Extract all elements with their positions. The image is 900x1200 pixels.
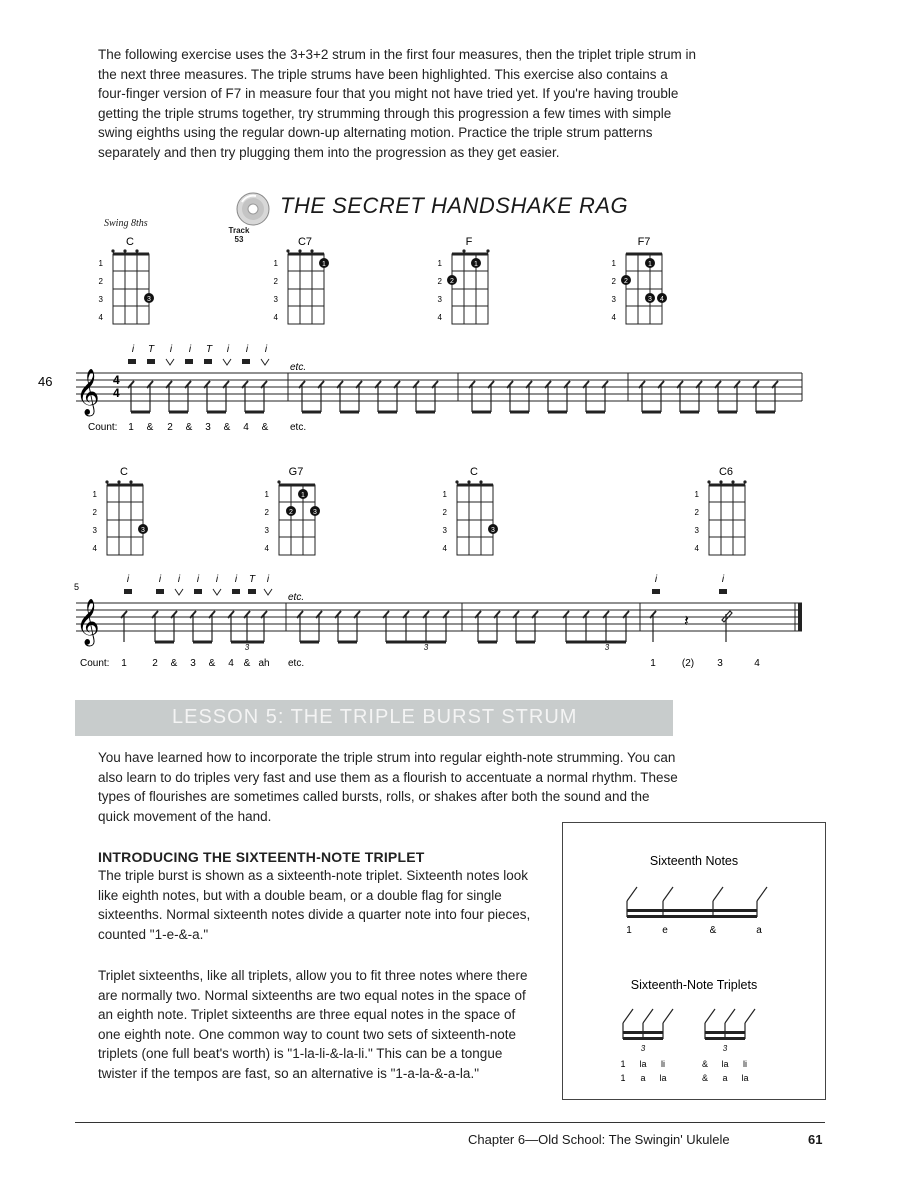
svg-text:a: a [640,1073,646,1083]
svg-text:3: 3 [190,658,196,669]
svg-text:2: 2 [450,278,454,285]
svg-text:4: 4 [264,544,269,553]
svg-text:&: & [185,422,193,433]
svg-text:1: 1 [474,261,478,268]
svg-text:4: 4 [611,313,616,322]
svg-text:Sixteenth Notes: Sixteenth Notes [649,854,739,868]
svg-text:la: la [741,1073,749,1083]
svg-text:1: 1 [301,492,305,499]
svg-text:i: i [264,344,268,355]
svg-text:1: 1 [620,1059,626,1069]
svg-text:3: 3 [611,295,616,304]
svg-text:2: 2 [442,508,447,517]
svg-text:1: 1 [92,490,97,499]
svg-text:3: 3 [92,526,97,535]
svg-text:1: 1 [648,261,652,268]
svg-text:4: 4 [442,544,447,553]
svg-text:la: la [639,1059,647,1069]
chord-name: C [126,236,134,248]
svg-text:1: 1 [694,490,699,499]
strum-direction-marks-row2 [124,589,727,595]
measure-number: 5 [74,582,80,592]
song-title: THE SECRET HANDSHAKE RAG [280,193,629,218]
svg-text:C: C [470,466,478,478]
svg-text:i: i [226,344,230,355]
svg-text:4: 4 [754,658,760,669]
svg-text:&: & [701,1059,709,1069]
svg-text:ah: ah [258,658,270,669]
svg-text:3: 3 [722,1044,728,1053]
strum-marks-row2 [127,574,725,585]
chord-diagram-c-2 [93,480,148,555]
svg-text:2: 2 [152,658,158,669]
svg-text:1: 1 [128,422,134,433]
svg-text:etc.: etc. [290,422,307,433]
svg-text:i: i [188,344,192,355]
chord-name: F7 [637,236,651,248]
chord-diagram-c7 [274,249,329,324]
string-number: 3 [98,295,103,304]
svg-text:3: 3 [423,643,429,652]
chord-diagram-f [438,249,490,324]
chord-diagram-f7 [612,254,667,324]
svg-text:4: 4 [113,373,120,387]
svg-text:1: 1 [442,490,447,499]
svg-text:&: & [170,658,178,669]
svg-text:3: 3 [273,295,278,304]
triplet-labels-row2 [245,643,610,652]
svg-text:3: 3 [141,527,145,534]
svg-text:&: & [261,422,269,433]
svg-text:Sixteenth-Note Triplets: Sixteenth-Note Triplets [630,978,758,992]
svg-text:2: 2 [289,509,293,516]
paragraph-sixteenth: The triple burst is shown as a sixteenth-note triplet. Sixteenth notes look like eighth notes, but with a double beam, or a double flag for single sixteenths. Normal sixteenth notes divide a quarter note into four pieces, counted "1-e-&-a." [98,868,531,942]
treble-clef-icon: 𝄞 [76,370,100,414]
svg-text:i: i [131,344,135,355]
lesson-title: LESSON 5: THE TRIPLE BURST STRUM [172,706,578,728]
track-label: Track 53 [228,226,250,244]
svg-text:3: 3 [491,527,495,534]
svg-text:la: la [721,1059,729,1069]
svg-text:li: li [661,1059,665,1069]
svg-text:4: 4 [660,296,664,303]
svg-text:etc.: etc. [290,362,307,373]
string-number: 2 [98,277,103,286]
chord-diagram-c [99,249,154,324]
svg-text:i: i [196,574,200,585]
svg-text:4: 4 [92,544,97,553]
svg-text:e: e [662,925,668,936]
svg-text:3: 3 [147,296,151,303]
svg-text:la: la [659,1073,667,1083]
footer-chapter: Chapter 6—Old School: The Swingin' Ukulele [468,1132,730,1147]
svg-text:G7: G7 [288,466,304,478]
svg-text:4: 4 [694,544,699,553]
svg-text:i: i [126,574,130,585]
svg-text:3: 3 [604,643,610,652]
paragraph-triplets: Triplet sixteenths, like all triplets, allow you to fit three notes where there are normally two. Normal sixteenths are two equal notes in the space of an eighth note. Triplet sixteenths are three equal notes in the space of one eighth note. One common way to count two sets of sixteenth-note triplets (one full beat's worth) is "1-la-li-&-la-li." This can be a tongue twister if the tempos are fast, so an alternative is "1-a-la-&-a-la." [98,968,528,1081]
svg-text:2: 2 [264,508,269,517]
page-number: 61 [808,1132,823,1147]
svg-text:1: 1 [611,259,616,268]
svg-text:3: 3 [648,296,652,303]
svg-text:3: 3 [694,526,699,535]
subheading: INTRODUCING THE SIXTEENTH-NOTE TRIPLET [98,849,425,865]
rhythm-slashes-row1 [128,381,778,412]
svg-text:3: 3 [264,526,269,535]
svg-text:T: T [248,574,256,585]
svg-text:C6: C6 [718,466,734,478]
svg-text:4: 4 [228,658,234,669]
svg-text:1: 1 [620,1073,626,1083]
svg-text:1: 1 [650,658,656,669]
svg-text:1: 1 [273,259,278,268]
sidebar-notation [563,823,825,1099]
svg-text:4: 4 [113,386,120,400]
svg-text:i: i [245,344,249,355]
chord-diagram-c-3 [443,480,498,555]
staff-row2 [76,603,802,631]
counts-row2 [80,658,760,669]
svg-text:2: 2 [92,508,97,517]
svg-text:i: i [721,574,725,585]
svg-text:4: 4 [273,313,278,322]
svg-text:T: T [205,344,213,355]
svg-text:&: & [208,658,216,669]
svg-text:a: a [722,1073,728,1083]
svg-text:i: i [654,574,658,585]
svg-text:4: 4 [437,313,442,322]
svg-text:2: 2 [611,277,616,286]
svg-text:i: i [215,574,219,585]
treble-clef-icon: 𝄞 [76,600,100,644]
chord-diagram-g7 [265,480,320,555]
string-number: 4 [98,313,103,322]
chord-diagram-c6 [695,480,747,555]
svg-text:2: 2 [167,422,173,433]
svg-text:i: i [158,574,162,585]
svg-text:i: i [266,574,270,585]
svg-text:3: 3 [442,526,447,535]
svg-text:2: 2 [694,508,699,517]
sidebar-box [562,822,826,1100]
svg-text:i: i [169,344,173,355]
svg-text:&: & [223,422,231,433]
svg-text:2: 2 [273,277,278,286]
svg-text:&: & [701,1073,709,1083]
svg-text:4: 4 [243,422,249,433]
chord-name: F [465,236,473,248]
swing-label: Swing 8ths [104,218,148,229]
svg-text:Count:: Count: [80,658,110,669]
intro-paragraph: The following exercise uses the 3+3+2 strum in the first four measures, then the triplet triple strum in the next three measures. The triple strums have been highlighted. This exercise also contains a four-finger version of F7 in measure four that you might not have tried yet. If you're having trouble getting the triple strums together, try strumming through this progression a few times with simple swing eighths using the regular down-up alternating motion. Practice the triple strum patterns separately and then try plugging them into the progression as they get easier. [98,47,697,160]
lesson-intro: You have learned how to incorporate the triple strum into regular eighth-note strumming. You can also learn to do triples very fast and use them as a flourish to accentuate a normal rhythm. These types of flourishes are sometimes called bursts, rolls, or shakes after both the sound and the quick movement of the hand. [98,750,678,824]
svg-text:2: 2 [624,278,628,285]
svg-text:T: T [147,344,155,355]
svg-text:3: 3 [717,658,723,669]
svg-text:i: i [234,574,238,585]
counts-row1 [88,422,306,433]
measure-number: 46 [38,374,53,389]
svg-text:Count:: Count: [88,422,118,433]
svg-text:2: 2 [437,277,442,286]
footer-rule [75,1122,825,1123]
svg-text:etc.: etc. [288,592,305,603]
svg-text:3: 3 [437,295,442,304]
strum-marks-row1 [132,344,268,355]
chord-name: C7 [297,236,313,248]
svg-text:C: C [120,466,128,478]
svg-text:&: & [146,422,154,433]
quarter-rest-icon: 𝄽 [684,613,689,630]
string-number: 1 [98,259,103,268]
svg-text:1: 1 [626,925,632,936]
svg-text:i: i [177,574,181,585]
svg-text:(2): (2) [681,658,695,669]
strum-direction-marks-row1 [128,359,269,365]
svg-text:3: 3 [640,1044,646,1053]
svg-text:a: a [756,925,762,936]
svg-text:1: 1 [322,261,326,268]
svg-text:1: 1 [121,658,127,669]
svg-text:1: 1 [437,259,442,268]
svg-text:3: 3 [205,422,211,433]
svg-text:etc.: etc. [288,658,305,669]
svg-text:li: li [743,1059,747,1069]
svg-text:&: & [709,925,717,936]
svg-text:1: 1 [264,490,269,499]
svg-text:3: 3 [313,509,317,516]
svg-text:&: & [243,658,251,669]
svg-text:3: 3 [244,643,250,652]
